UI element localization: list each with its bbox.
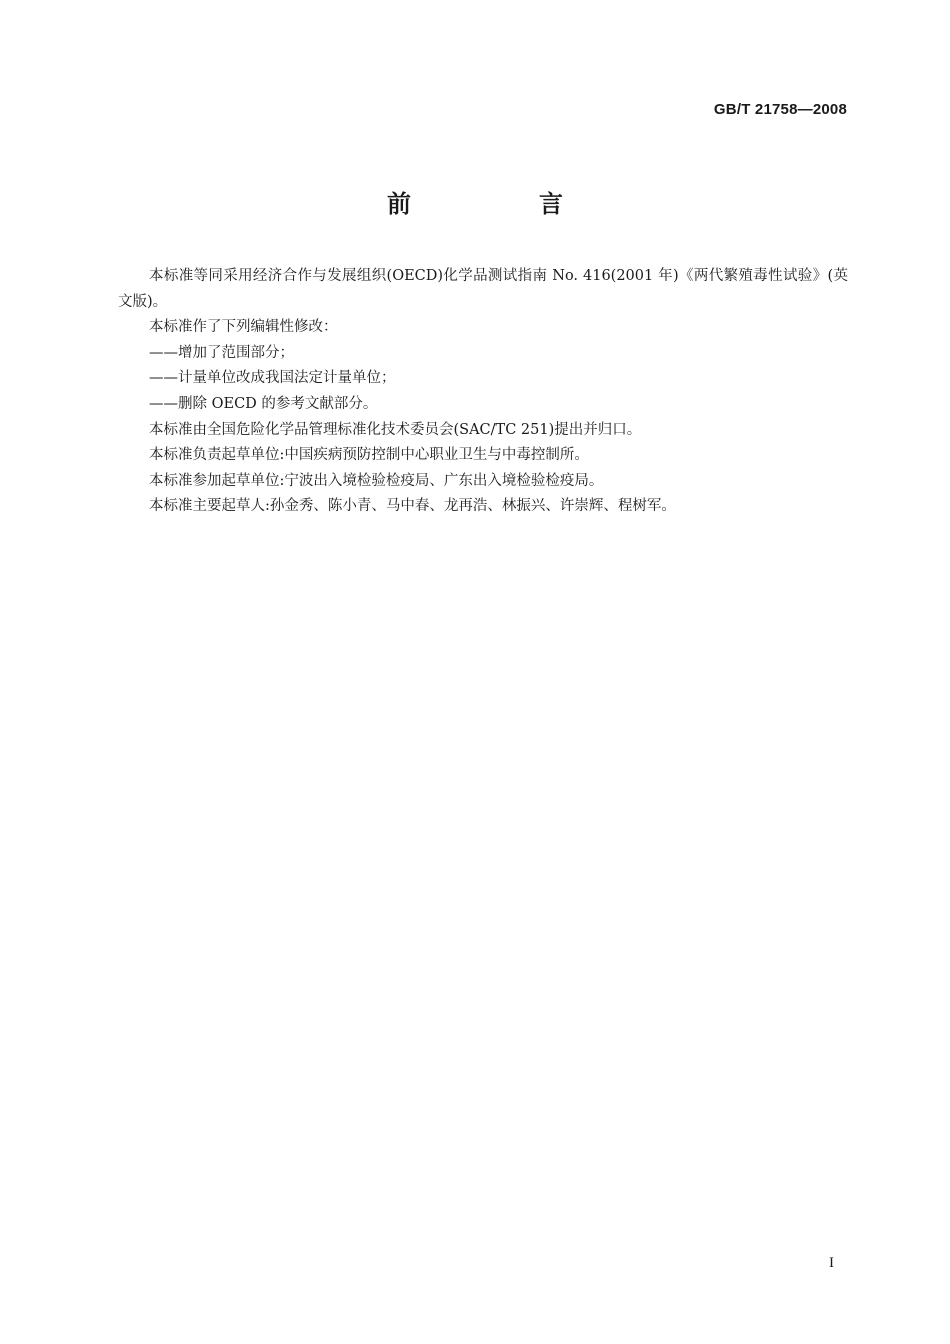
paragraph-proposer: 本标准由全国危险化学品管理标准化技术委员会(SAC/TC 251)提出并归口。: [149, 421, 642, 438]
foreword-body: [118, 264, 848, 520]
paragraph-adoption: 本标准等同采用经济合作与发展组织(OECD)化学品测试指南 No. 416(2001 年)《两代繁殖毒性试验》(英文版)。: [118, 268, 848, 310]
paragraph-main-drafters: 本标准主要起草人:孙金秀、陈小青、马中春、龙再浩、林振兴、许崇辉、程树军。: [149, 498, 676, 515]
modification-item-references: ——删除 OECD 的参考文献部分。: [149, 395, 378, 412]
page-number: I: [829, 1255, 834, 1271]
modification-item-units: ——计量单位改成我国法定计量单位；: [149, 370, 396, 387]
paragraph-participating-drafters: 本标准参加起草单位:宁波出入境检验检疫局、广东出入境检验检疫局。: [149, 472, 604, 489]
standard-code: GB/T 21758—2008: [713, 101, 847, 118]
page-title: 前 言: [387, 190, 615, 218]
modification-item-scope: ——增加了范围部分；: [149, 344, 294, 361]
paragraph-modifications-intro: 本标准作了下列编辑性修改：: [149, 319, 338, 336]
paragraph-responsible-drafter: 本标准负责起草单位:中国疾病预防控制中心职业卫生与中毒控制所。: [149, 447, 589, 464]
